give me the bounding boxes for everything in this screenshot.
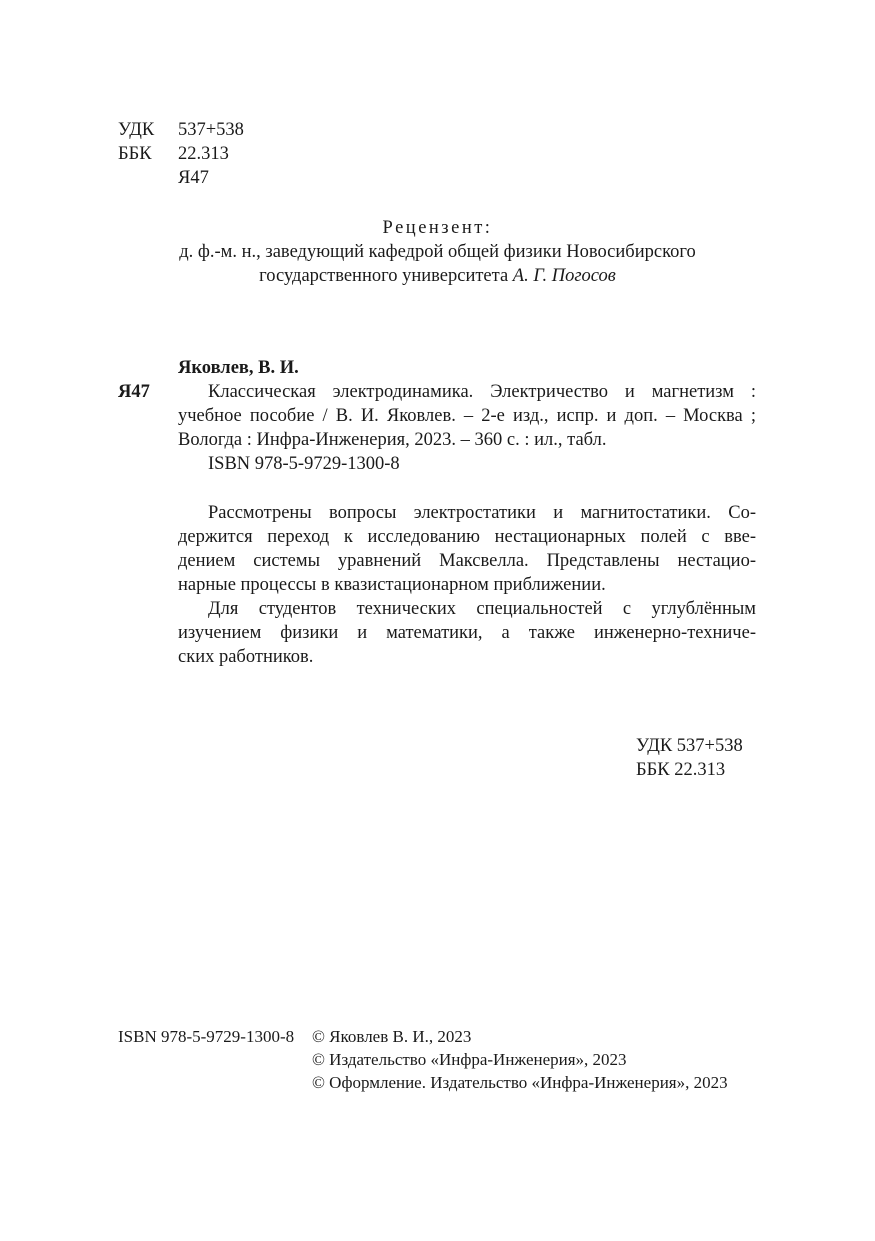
udk-label: УДК [118, 120, 155, 140]
classification-bbk: ББК 22.313 [636, 760, 726, 780]
reviewer-line: д. ф.-м. н., заведующий кафедрой общей физики Новосибирского [179, 242, 696, 262]
copyright-line: © Издательство «Инфра-Инженерия», 2023 [312, 1050, 627, 1069]
footer-isbn: ISBN 978-5-9729-1300-8 [118, 1027, 295, 1046]
abstract-line: ских работников. [178, 647, 314, 667]
abstract-line: Для студентов технических специальностей с углублённым [208, 599, 756, 619]
reviewer-title: Рецензент: [382, 218, 493, 238]
catalog-line: Классическая электродинамика. Электричество и магнетизм : [208, 382, 756, 402]
reviewer-line [0, 264, 875, 288]
copyright-line: © Яковлев В. И., 2023 [312, 1027, 472, 1046]
catalog-author: Яковлев, В. И. [178, 358, 299, 378]
catalog-mark: Я47 [118, 382, 150, 402]
reviewer-name: А. Г. Погосов [512, 266, 616, 286]
copyright-line: © Оформление. Издательство «Инфра-Инженерия», 2023 [312, 1073, 728, 1092]
reviewer-affiliation: государственного университета [259, 266, 509, 286]
abstract-line: держится переход к исследованию нестационарных полей с вве- [178, 527, 756, 547]
catalog-isbn: ISBN 978-5-9729-1300-8 [208, 454, 400, 474]
author-mark: Я47 [178, 168, 209, 188]
abstract-line: нарные процессы в квазистационарном приближении. [178, 575, 606, 595]
catalog-line: Вологда : Инфра-Инженерия, 2023. – 360 с. : ил., табл. [178, 430, 607, 450]
bbk-value: 22.313 [178, 144, 229, 164]
bbk-label: ББК [118, 144, 152, 164]
classification-udk: УДК 537+538 [636, 736, 743, 756]
abstract-line: дением системы уравнений Максвелла. Представлены нестацио- [178, 551, 756, 571]
catalog-line: учебное пособие / В. И. Яковлев. – 2-е изд., испр. и доп. – Москва ; [178, 406, 756, 426]
abstract-line: Рассмотрены вопросы электростатики и магнитостатики. Со- [208, 503, 756, 523]
udk-value: 537+538 [178, 120, 244, 140]
abstract-line: изучением физики и математики, а также инженерно-техниче- [178, 623, 756, 643]
